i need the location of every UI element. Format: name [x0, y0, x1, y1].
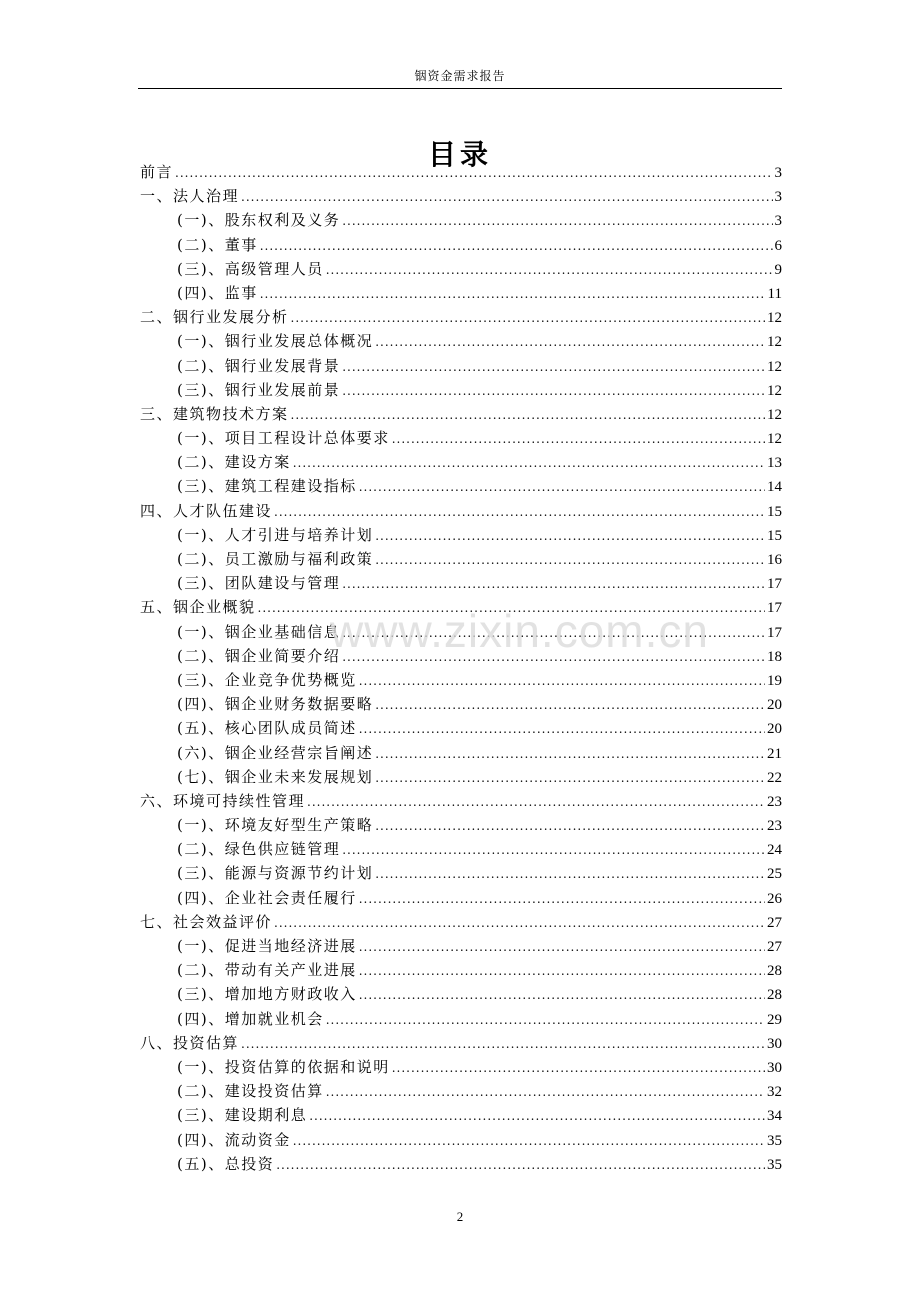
dot-leader	[260, 239, 773, 253]
dot-leader	[375, 553, 765, 567]
toc-section-entry[interactable]	[140, 911, 782, 935]
toc-entry-page: 28	[767, 963, 782, 980]
toc-subsection-entry[interactable]	[140, 355, 782, 379]
toc-entry-label: 前言	[140, 163, 174, 181]
toc-section-entry[interactable]	[140, 1032, 782, 1056]
toc-entry-page: 30	[767, 1059, 782, 1076]
toc-entry-label: (三)、铟行业发展前景	[177, 380, 341, 399]
toc-entry-page: 21	[767, 745, 782, 762]
toc-entry-page: 34	[767, 1108, 782, 1125]
toc-entry-label: (二)、员工激励与福利政策	[177, 550, 374, 568]
toc-entry-label: (一)、股东权利及义务	[177, 211, 341, 230]
toc-entry-label: 二、铟行业发展分析	[140, 308, 289, 327]
toc-entry-label: (二)、绿色供应链管理	[177, 840, 341, 859]
toc-subsection-entry[interactable]	[140, 838, 782, 862]
dot-leader	[359, 674, 765, 688]
toc-entry-label: (二)、董事	[177, 235, 258, 254]
dot-leader	[291, 408, 765, 422]
toc-entry-label: (四)、增加就业机会	[177, 1009, 324, 1028]
toc-subsection-entry[interactable]	[140, 427, 782, 451]
dot-leader	[392, 1061, 765, 1075]
toc-subsection-entry[interactable]	[140, 451, 782, 475]
toc-subsection-entry[interactable]	[140, 1104, 782, 1128]
toc-entry-label: (七)、铟企业未来发展规划	[177, 767, 374, 786]
toc-entry-page: 17	[767, 576, 782, 593]
toc-entry-label: (三)、建设期利息	[177, 1106, 308, 1125]
dot-leader	[375, 867, 765, 881]
toc-entry-page: 18	[767, 648, 782, 665]
toc-entry-label: (一)、人才引进与培养计划	[177, 525, 374, 544]
toc-entry-page: 12	[767, 358, 782, 375]
toc-entry-page: 23	[767, 818, 782, 835]
toc-entry-label: (三)、企业竞争优势概览	[177, 670, 357, 689]
toc-subsection-entry[interactable]	[140, 717, 782, 741]
toc-entry-page: 12	[767, 334, 782, 351]
toc-subsection-entry[interactable]	[140, 1080, 782, 1104]
toc-section-entry[interactable]	[140, 500, 782, 524]
dot-leader	[375, 747, 765, 761]
toc-entry-label: (二)、建设投资估算	[177, 1082, 324, 1101]
toc-subsection-entry[interactable]	[140, 887, 782, 911]
toc-subsection-entry[interactable]	[140, 548, 782, 572]
toc-entry-label: (三)、团队建设与管理	[177, 574, 341, 593]
toc-entry-page: 14	[767, 479, 782, 496]
toc-title: 目录	[427, 137, 492, 171]
toc-entry-page: 12	[767, 431, 782, 448]
dot-leader	[375, 698, 765, 712]
toc-entry-page: 13	[767, 455, 782, 472]
toc-section-entry[interactable]	[140, 185, 782, 209]
toc-subsection-entry[interactable]	[140, 330, 782, 354]
dot-leader	[274, 505, 765, 519]
toc-subsection-entry[interactable]	[140, 693, 782, 717]
toc-entry-page: 3	[774, 165, 782, 181]
dot-leader	[359, 940, 765, 954]
toc-entry-label: (五)、核心团队成员简述	[177, 719, 357, 738]
toc-subsection-entry[interactable]	[140, 959, 782, 983]
toc-entry-label: (一)、铟行业发展总体概况	[177, 332, 374, 351]
toc-entry-page: 35	[767, 1156, 782, 1173]
toc-entry-label: (三)、增加地方财政收入	[177, 985, 357, 1004]
toc-entry-page: 15	[767, 527, 782, 544]
toc-entry-page: 16	[767, 552, 782, 568]
toc-subsection-entry[interactable]	[140, 475, 782, 499]
toc-subsection-entry[interactable]	[140, 572, 782, 596]
toc-subsection-entry[interactable]	[140, 282, 782, 306]
toc-entry-label: (一)、促进当地经济进展	[177, 937, 357, 955]
toc-entry-page: 9	[774, 261, 782, 278]
toc-entry-page: 6	[774, 237, 782, 254]
toc-entry-label: (四)、流动资金	[177, 1130, 291, 1149]
dot-leader	[326, 263, 773, 277]
dot-leader	[241, 190, 772, 204]
toc-subsection-entry[interactable]	[140, 379, 782, 403]
toc-entry-page: 12	[767, 406, 782, 423]
dot-leader	[359, 964, 765, 978]
toc-subsection-entry[interactable]	[140, 645, 782, 669]
toc-entry-label: (一)、铟企业基础信息	[177, 622, 341, 641]
dot-leader	[276, 1158, 765, 1172]
dot-leader	[375, 335, 765, 349]
dot-leader	[342, 843, 765, 857]
dot-leader	[359, 722, 765, 736]
toc-entry-page: 27	[767, 939, 782, 955]
toc-entry-page: 29	[767, 1011, 782, 1028]
dot-leader	[293, 456, 765, 470]
toc-subsection-entry[interactable]	[140, 258, 782, 282]
toc-entry-page: 25	[767, 866, 782, 883]
toc-subsection-entry[interactable]	[140, 524, 782, 548]
toc-entry-page: 12	[767, 310, 782, 327]
toc-entry-label: (三)、能源与资源节约计划	[177, 864, 374, 883]
dot-leader	[342, 626, 765, 640]
dot-leader	[241, 1037, 765, 1051]
page-number: 2	[456, 1209, 464, 1224]
dot-leader	[359, 892, 765, 906]
dot-leader	[375, 529, 765, 543]
dot-leader	[291, 311, 765, 325]
toc-subsection-entry[interactable]	[140, 1008, 782, 1032]
toc-entry-label: (六)、铟企业经营宗旨阐述	[177, 743, 374, 762]
toc-entry-page: 20	[767, 721, 782, 738]
toc-subsection-entry[interactable]	[140, 766, 782, 790]
toc-entry-label: 五、铟企业概貌	[140, 598, 256, 617]
toc-subsection-entry[interactable]	[140, 1056, 782, 1080]
dot-leader	[309, 1109, 765, 1123]
dot-leader	[375, 771, 765, 785]
toc-entry-label: (二)、铟企业简要介绍	[177, 646, 341, 665]
toc-entry-page: 30	[767, 1035, 782, 1052]
toc-entry-page: 26	[767, 890, 782, 907]
dot-leader	[359, 988, 765, 1002]
toc-section-entry[interactable]	[140, 790, 782, 814]
toc-subsection-entry[interactable]	[140, 1153, 782, 1177]
toc-entry-page: 11	[767, 285, 782, 302]
table-of-contents	[140, 161, 782, 1177]
toc-entry-page: 35	[767, 1132, 782, 1149]
dot-leader	[392, 432, 765, 446]
toc-subsection-entry[interactable]	[140, 209, 782, 233]
toc-subsection-entry[interactable]	[140, 621, 782, 645]
toc-entry-page: 17	[767, 624, 782, 641]
toc-subsection-entry[interactable]	[140, 234, 782, 258]
toc-entry-page: 15	[767, 503, 782, 520]
dot-leader	[342, 360, 765, 374]
toc-entry-page: 3	[774, 189, 782, 206]
toc-entry-label: (四)、企业社会责任履行	[177, 888, 357, 907]
toc-subsection-entry[interactable]	[140, 983, 782, 1007]
toc-entry-label: (一)、项目工程设计总体要求	[177, 429, 390, 448]
toc-entry-label: 八、投资估算	[140, 1033, 240, 1052]
toc-entry-page: 24	[767, 842, 782, 859]
toc-section-entry[interactable]	[140, 161, 782, 185]
toc-entry-label: (一)、环境友好型生产策略	[177, 816, 374, 835]
toc-entry-label: 三、建筑物技术方案	[140, 404, 289, 423]
dot-leader	[342, 577, 765, 591]
toc-subsection-entry[interactable]	[140, 935, 782, 959]
toc-section-entry[interactable]	[140, 596, 782, 620]
toc-entry-label: (二)、带动有关产业进展	[177, 961, 357, 980]
toc-entry-page: 3	[774, 213, 782, 230]
dot-leader	[342, 384, 765, 398]
toc-entry-page: 23	[767, 793, 782, 810]
dot-leader	[342, 214, 772, 228]
toc-entry-label: (三)、高级管理人员	[177, 259, 324, 278]
dot-leader	[258, 601, 765, 615]
toc-subsection-entry[interactable]	[140, 814, 782, 838]
toc-entry-label: (五)、总投资	[177, 1154, 275, 1173]
dot-leader	[307, 795, 765, 809]
dot-leader	[342, 650, 765, 664]
toc-entry-label: 一、法人治理	[140, 187, 240, 206]
dot-leader	[260, 287, 766, 301]
toc-section-entry[interactable]	[140, 306, 782, 330]
toc-subsection-entry[interactable]	[140, 862, 782, 886]
toc-entry-page: 12	[767, 382, 782, 399]
dot-leader	[175, 166, 772, 180]
toc-entry-label: 六、环境可持续性管理	[140, 791, 306, 810]
toc-subsection-entry[interactable]	[140, 1129, 782, 1153]
toc-entry-label: 四、人才队伍建设	[140, 501, 273, 520]
toc-entry-page: 17	[767, 600, 782, 617]
toc-entry-page: 28	[767, 987, 782, 1004]
toc-subsection-entry[interactable]	[140, 742, 782, 766]
dot-leader	[274, 916, 765, 930]
toc-entry-page: 27	[767, 914, 782, 931]
dot-leader	[375, 819, 765, 833]
toc-entry-page: 19	[767, 672, 782, 689]
toc-entry-label: (四)、监事	[177, 283, 258, 302]
watermark: www.zixin.com.cn	[330, 605, 709, 657]
header-divider	[138, 88, 782, 89]
dot-leader	[293, 1134, 765, 1148]
toc-entry-label: (三)、建筑工程建设指标	[177, 477, 357, 496]
dot-leader	[326, 1085, 765, 1099]
toc-entry-page: 32	[767, 1084, 782, 1101]
toc-entry-page: 22	[767, 769, 782, 786]
toc-section-entry[interactable]	[140, 403, 782, 427]
toc-entry-label: 七、社会效益评价	[140, 912, 273, 931]
running-header: 铟资金需求报告	[414, 69, 506, 83]
toc-entry-label: (四)、铟企业财务数据要略	[177, 695, 374, 714]
toc-entry-page: 20	[767, 697, 782, 714]
toc-entry-label: (二)、建设方案	[177, 453, 291, 472]
toc-entry-label: (二)、铟行业发展背景	[177, 356, 341, 375]
dot-leader	[359, 480, 765, 494]
dot-leader	[326, 1013, 765, 1027]
toc-entry-label: (一)、投资估算的依据和说明	[177, 1057, 390, 1076]
toc-subsection-entry[interactable]	[140, 669, 782, 693]
